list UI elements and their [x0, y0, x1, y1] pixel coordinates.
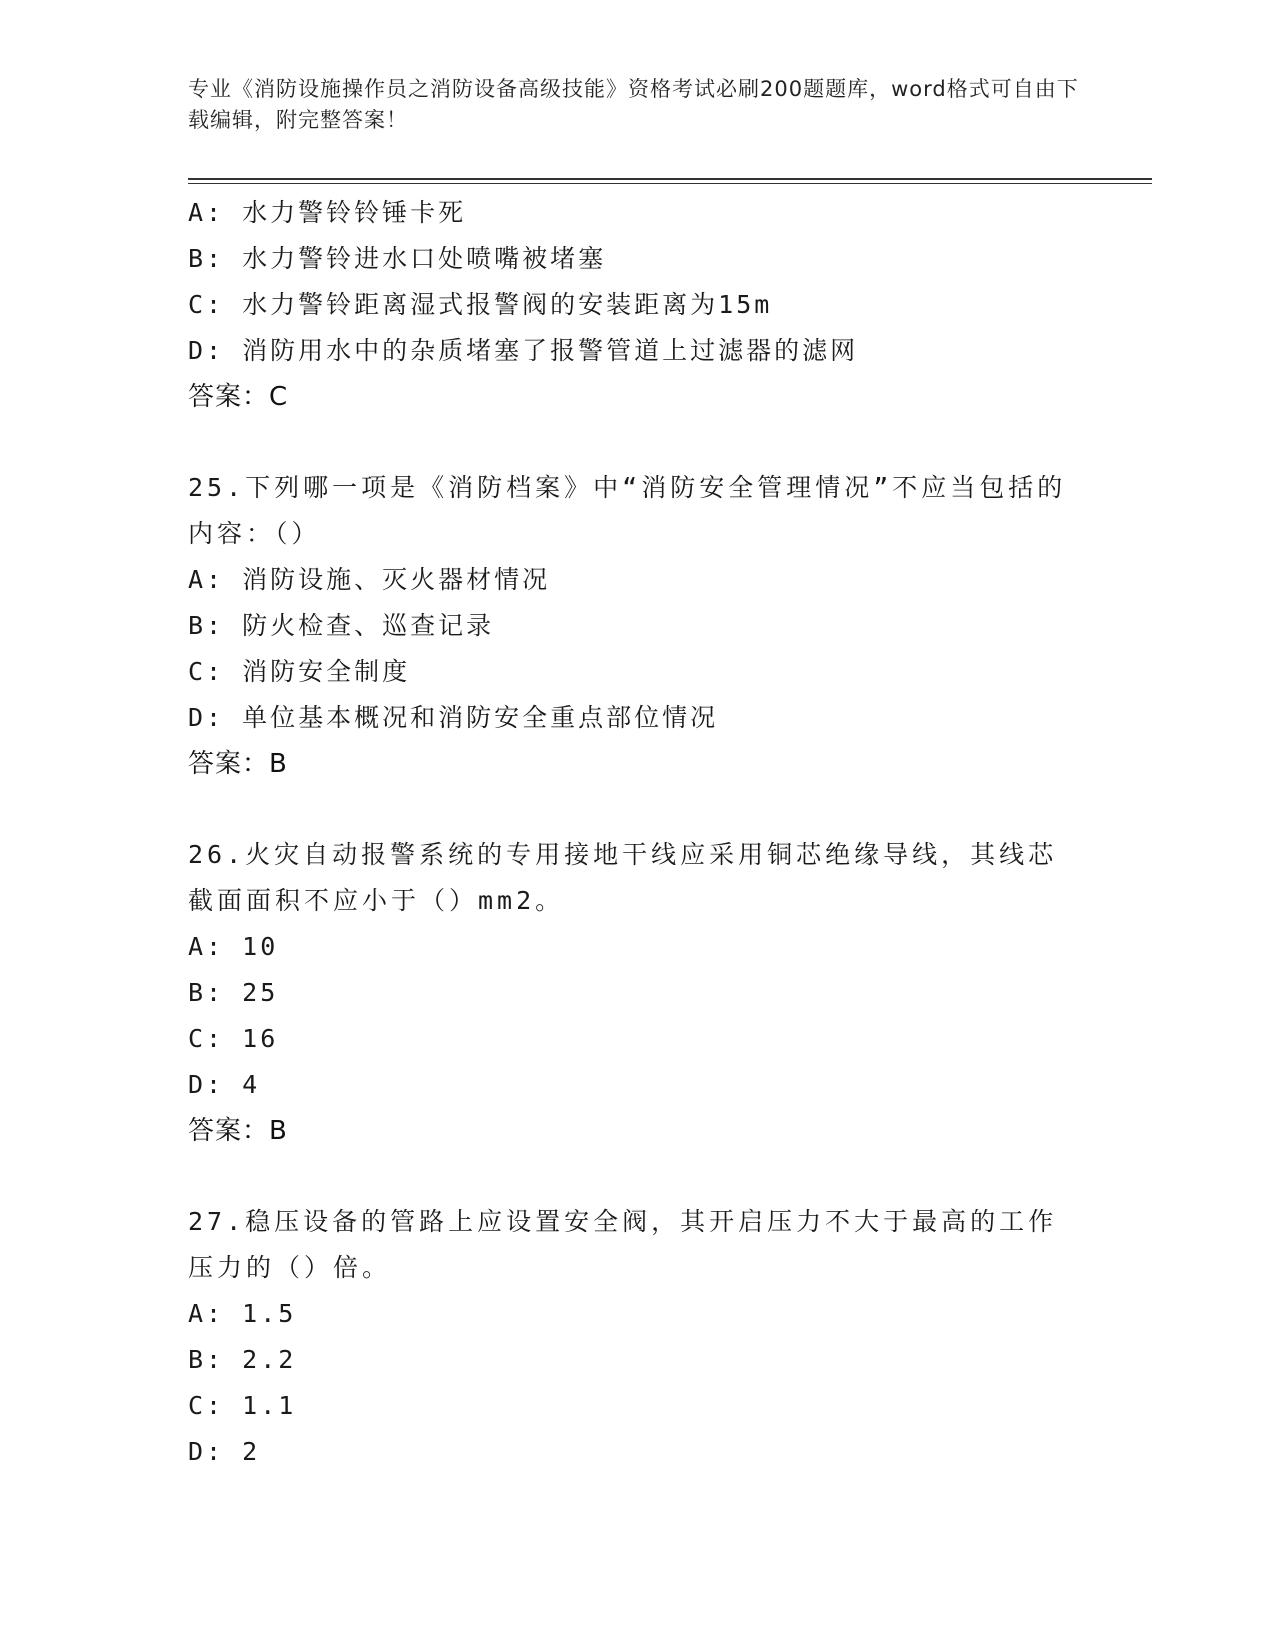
option-c: C: 16 — [188, 1024, 279, 1053]
question-stem: 25.下列哪一项是《消防档案》中“消防安全管理情况”不应当包括的内容：（） — [188, 473, 1067, 548]
answer-label: 答案：B — [188, 749, 288, 779]
header-divider-thin — [188, 183, 1152, 184]
question-stem: 27.稳压设备的管路上应设置安全阀，其开启压力不大于最高的工作压力的（）倍。 — [188, 1207, 1058, 1282]
answer-label: 答案：B — [188, 1116, 288, 1146]
question-stem: 26.火灾自动报警系统的专用接地干线应采用铜芯绝缘导线，其线芯截面面积不应小于（）mm2。 — [188, 840, 1058, 915]
question-27 — [188, 1199, 1088, 1475]
question-24-continued — [188, 190, 1088, 420]
option-d: D: 2 — [188, 1437, 261, 1466]
option-b: B: 2.2 — [188, 1345, 297, 1374]
document-header: 专业《消防设施操作员之消防设备高级技能》资格考试必刷200题题库，word格式可自由下载编辑，附完整答案！ — [188, 77, 1079, 132]
question-list — [188, 190, 1088, 1475]
option-a: A: 水力警铃铃锤卡死 — [188, 198, 467, 227]
option-b: B: 水力警铃进水口处喷嘴被堵塞 — [188, 244, 607, 273]
answer-label: 答案：C — [188, 382, 289, 412]
question-26 — [188, 832, 1088, 1154]
header-divider-thick — [188, 178, 1152, 180]
option-a: A: 1.5 — [188, 1299, 297, 1328]
option-c: C: 消防安全制度 — [188, 657, 411, 686]
option-c: C: 1.1 — [188, 1391, 297, 1420]
question-25 — [188, 465, 1088, 787]
option-a: A: 10 — [188, 932, 279, 961]
option-d: D: 消防用水中的杂质堵塞了报警管道上过滤器的滤网 — [188, 336, 859, 365]
option-a: A: 消防设施、灭火器材情况 — [188, 565, 551, 594]
option-d: D: 单位基本概况和消防安全重点部位情况 — [188, 703, 719, 732]
option-b: B: 防火检查、巡查记录 — [188, 611, 495, 640]
option-d: D: 4 — [188, 1070, 261, 1099]
option-c: C: 水力警铃距离湿式报警阀的安装距离为15m — [188, 290, 773, 319]
option-b: B: 25 — [188, 978, 279, 1007]
